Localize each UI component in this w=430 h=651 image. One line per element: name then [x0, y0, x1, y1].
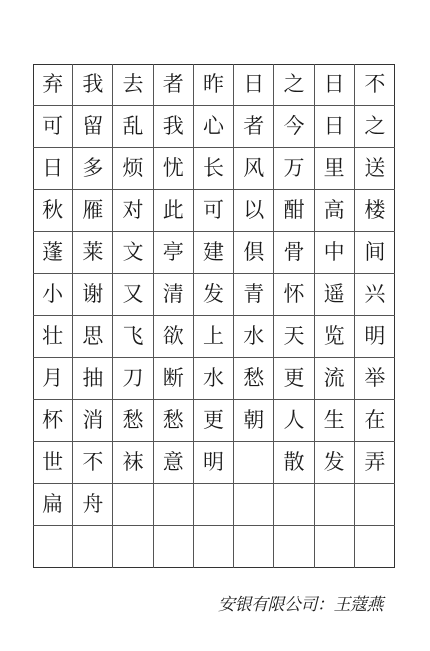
grid-cell: 愁 [113, 400, 153, 442]
grid-cell: 明 [355, 316, 395, 358]
grid-cell: 长 [194, 148, 234, 190]
grid-cell: 举 [355, 358, 395, 400]
grid-cell: 不 [73, 442, 113, 484]
grid-cell: 壮 [33, 316, 73, 358]
grid-cell [154, 526, 194, 568]
grid-cell [355, 484, 395, 526]
grid-cell: 亭 [154, 232, 194, 274]
grid-cell: 流 [315, 358, 355, 400]
grid-cell: 愁 [234, 358, 274, 400]
grid-cell: 莱 [73, 232, 113, 274]
grid-cell: 日 [234, 64, 274, 106]
grid-cell: 我 [73, 64, 113, 106]
grid-cell: 蓬 [33, 232, 73, 274]
grid-cell: 水 [234, 316, 274, 358]
grid-cell: 乱 [113, 106, 153, 148]
grid-cell: 此 [154, 190, 194, 232]
grid-cell: 雁 [73, 190, 113, 232]
grid-cell: 送 [355, 148, 395, 190]
character-grid [33, 64, 395, 568]
grid-cell: 万 [274, 148, 314, 190]
grid-cell [154, 484, 194, 526]
grid-cell: 我 [154, 106, 194, 148]
grid-cell: 水 [194, 358, 234, 400]
grid-cell: 上 [194, 316, 234, 358]
grid-cell: 天 [274, 316, 314, 358]
grid-cell: 留 [73, 106, 113, 148]
grid-cell [315, 484, 355, 526]
grid-cell: 明 [194, 442, 234, 484]
grid-cell [194, 526, 234, 568]
grid-cell: 可 [194, 190, 234, 232]
grid-cell: 去 [113, 64, 153, 106]
grid-cell: 月 [33, 358, 73, 400]
grid-cell: 酣 [274, 190, 314, 232]
grid-cell: 刀 [113, 358, 153, 400]
grid-cell: 袜 [113, 442, 153, 484]
grid-cell: 者 [154, 64, 194, 106]
grid-cell: 之 [355, 106, 395, 148]
grid-cell: 览 [315, 316, 355, 358]
grid-cell: 之 [274, 64, 314, 106]
signature: 安银有限公司：王蔻燕 [218, 595, 383, 615]
grid-cell: 日 [315, 106, 355, 148]
grid-cell: 在 [355, 400, 395, 442]
grid-cell: 者 [234, 106, 274, 148]
grid-cell: 抽 [73, 358, 113, 400]
grid-cell: 朝 [234, 400, 274, 442]
grid-cell: 日 [315, 64, 355, 106]
grid-cell [234, 442, 274, 484]
grid-cell: 世 [33, 442, 73, 484]
grid-cell [274, 526, 314, 568]
grid-cell: 欲 [154, 316, 194, 358]
grid-cell: 间 [355, 232, 395, 274]
grid-cell [113, 484, 153, 526]
grid-cell: 心 [194, 106, 234, 148]
grid-cell: 怀 [274, 274, 314, 316]
grid-cell: 杯 [33, 400, 73, 442]
grid-cell [274, 484, 314, 526]
grid-cell: 谢 [73, 274, 113, 316]
grid-cell: 秋 [33, 190, 73, 232]
grid-cell: 遥 [315, 274, 355, 316]
grid-cell: 风 [234, 148, 274, 190]
grid-cell: 对 [113, 190, 153, 232]
grid-cell [234, 484, 274, 526]
grid-cell: 更 [194, 400, 234, 442]
grid-cell: 弄 [355, 442, 395, 484]
grid-cell [315, 526, 355, 568]
grid-cell: 思 [73, 316, 113, 358]
grid-cell: 高 [315, 190, 355, 232]
grid-cell: 以 [234, 190, 274, 232]
grid-cell: 消 [73, 400, 113, 442]
grid-cell: 意 [154, 442, 194, 484]
grid-cell: 倶 [234, 232, 274, 274]
grid-cell: 人 [274, 400, 314, 442]
grid-cell: 扁 [33, 484, 73, 526]
grid-cell: 飞 [113, 316, 153, 358]
grid-cell: 日 [33, 148, 73, 190]
grid-cell [234, 526, 274, 568]
grid-cell: 文 [113, 232, 153, 274]
grid-cell: 中 [315, 232, 355, 274]
grid-cell: 昨 [194, 64, 234, 106]
grid-cell: 散 [274, 442, 314, 484]
grid-cell: 小 [33, 274, 73, 316]
grid-cell: 骨 [274, 232, 314, 274]
grid-cell: 断 [154, 358, 194, 400]
grid-cell: 建 [194, 232, 234, 274]
grid-cell [73, 526, 113, 568]
grid-cell [33, 526, 73, 568]
grid-cell: 清 [154, 274, 194, 316]
grid-cell [194, 484, 234, 526]
grid-cell: 忧 [154, 148, 194, 190]
grid-cell: 发 [194, 274, 234, 316]
grid-cell: 兴 [355, 274, 395, 316]
grid-cell [113, 526, 153, 568]
grid-cell: 不 [355, 64, 395, 106]
grid-cell: 可 [33, 106, 73, 148]
grid-cell: 烦 [113, 148, 153, 190]
grid-cell [355, 526, 395, 568]
grid-cell: 今 [274, 106, 314, 148]
grid-cell: 青 [234, 274, 274, 316]
grid-cell: 里 [315, 148, 355, 190]
grid-cell: 舟 [73, 484, 113, 526]
grid-cell: 更 [274, 358, 314, 400]
grid-cell: 楼 [355, 190, 395, 232]
grid-cell: 多 [73, 148, 113, 190]
grid-cell: 愁 [154, 400, 194, 442]
grid-cell: 生 [315, 400, 355, 442]
grid-cell: 发 [315, 442, 355, 484]
grid-cell: 又 [113, 274, 153, 316]
grid-cell: 弃 [33, 64, 73, 106]
